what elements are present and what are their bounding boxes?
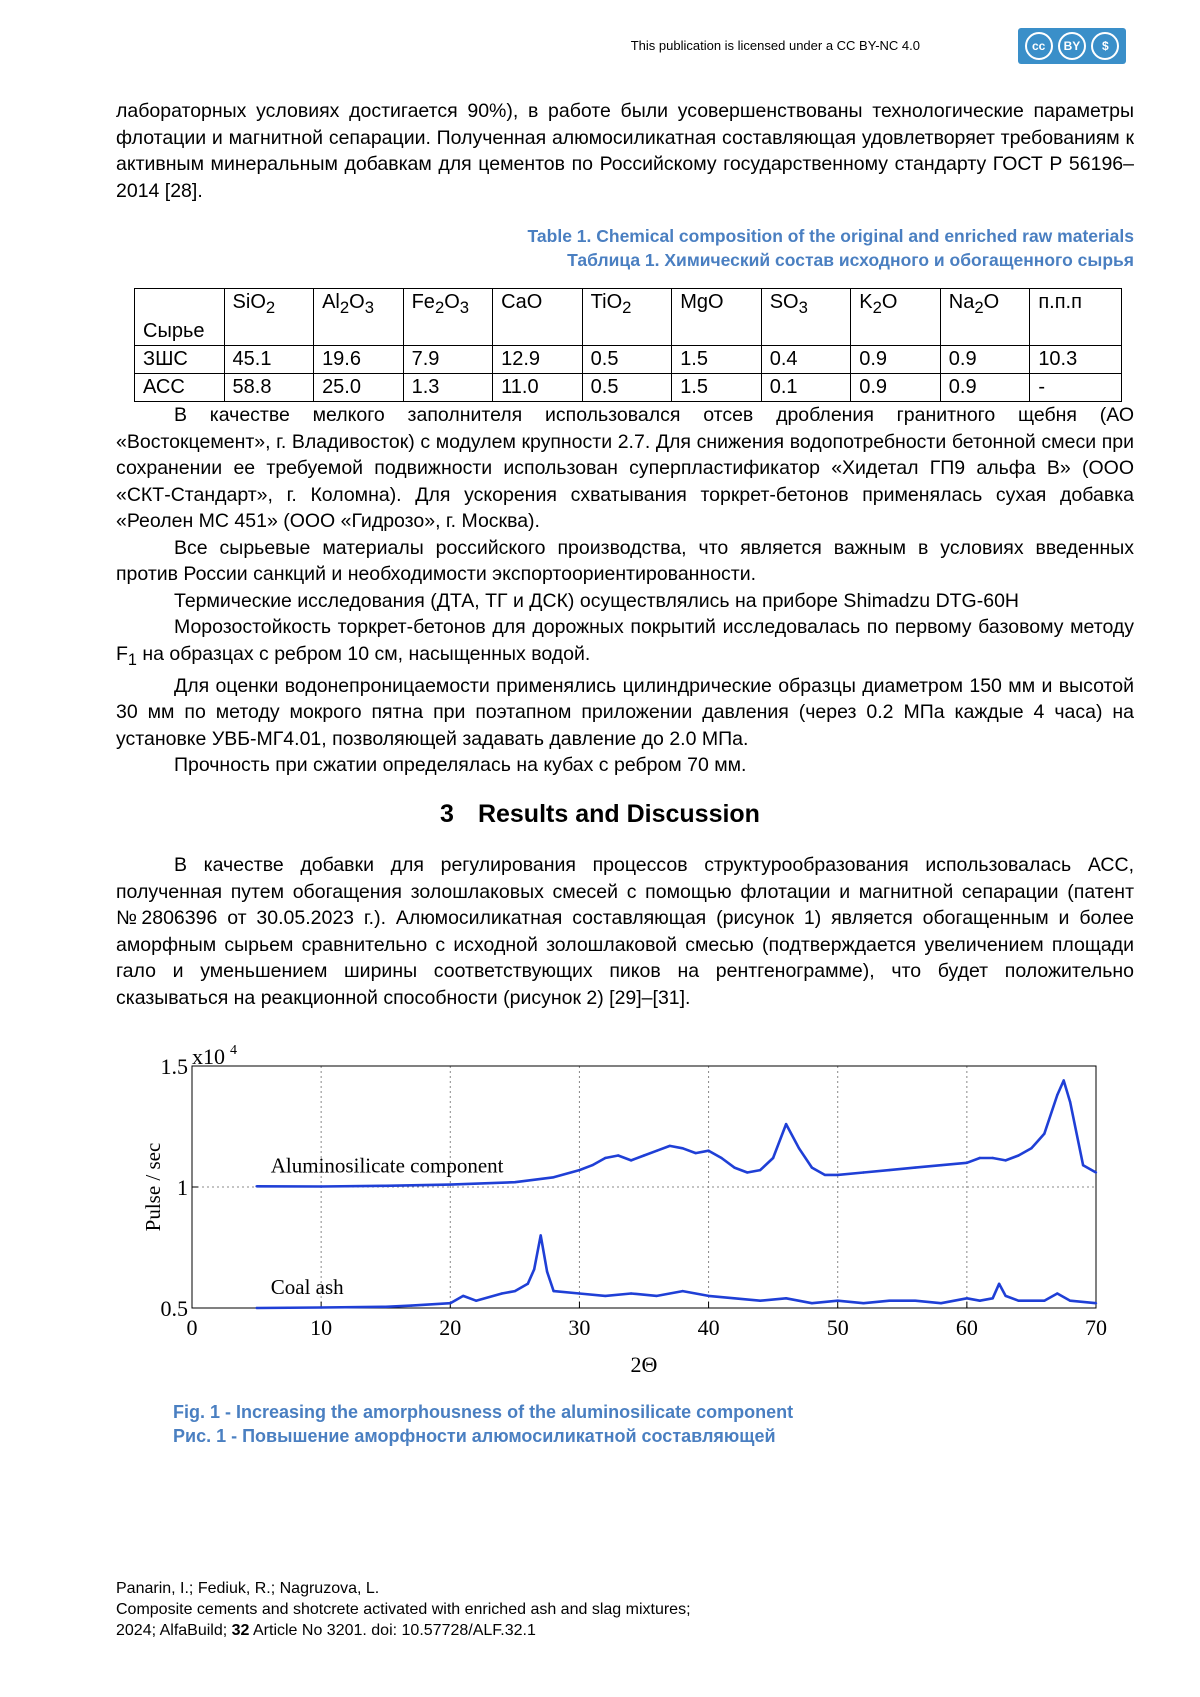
table-cell: 0.4 — [761, 346, 851, 374]
series-point — [410, 1304, 412, 1306]
chart-labels — [141, 1043, 1107, 1377]
x-tick-label: 50 — [826, 1315, 849, 1340]
footer-title: Composite cements and shotcrete activated with enriched ash and slag mixtures; — [116, 1601, 691, 1618]
y-multiplier-label: x10 — [192, 1044, 225, 1069]
series-point — [759, 1300, 761, 1302]
series-point — [1043, 1300, 1045, 1302]
table-cell: 7.9 — [403, 346, 493, 374]
table-cell: 1.5 — [672, 346, 762, 374]
series-point — [591, 1164, 593, 1166]
series-point — [707, 1150, 709, 1152]
table-cell: АСС — [135, 374, 225, 402]
figure-caption — [173, 1400, 793, 1448]
table-cell: 0.1 — [761, 374, 851, 402]
column-header: $Al_2O_3$ — [314, 289, 404, 346]
series-point — [966, 1162, 968, 1164]
column-header: $Na_2O$ — [940, 289, 1030, 346]
column-header: TiO$_2$ — [582, 289, 672, 346]
series-point — [992, 1297, 994, 1299]
table-header-row — [135, 289, 1122, 346]
chart-series — [255, 1079, 1097, 1309]
series-point — [449, 1183, 451, 1185]
series-point — [630, 1159, 632, 1161]
column-header: $Fe_2O_3$ — [403, 289, 493, 346]
series-point — [1063, 1079, 1065, 1081]
table-cell: 0.9 — [851, 346, 941, 374]
series-point — [656, 1150, 658, 1152]
series-point — [643, 1154, 645, 1156]
series-point — [552, 1176, 554, 1178]
methods-paragraph: Для оценки водонепроницаемости применялись цилиндрические образцы диаметром 150 мм и высотой 30 мм по методу мокрого пятна при поэтапном приложении давления (через 0.2 МПа каждые 4 часа) на установке УВБ-МГ4.01, позволяющей задавать давление до 2.0 МПа. — [116, 674, 1134, 750]
license-notice: This publication is licensed under a CC BY-NC 4.0 — [630, 38, 920, 53]
methods-paragraph: В качестве мелкого заполнителя использовался отсев дробления гранитного щебня (АО «Востокцемент», г. Владивосток) с модулем крупности 2.7. Для снижения водопотребности бетонной смеси при сохранении ее требуемой подвижности использован суперпластификатор «Хидетал ГП9 альфа В» (ООО «СКТ-Стандарт», г. Коломна). Для ускорения схватывания торкрет-бетонов применялась сухая добавка «Реолен МС 451» (ООО «Гидрозо», г. Москва). — [116, 404, 1134, 532]
y-tick-label: 1 — [177, 1175, 188, 1200]
table-cell: - — [1030, 374, 1122, 402]
section-number: 3 — [440, 800, 454, 828]
series-point — [527, 1283, 529, 1285]
x-tick-label: 60 — [955, 1315, 978, 1340]
cc-by-nc-badge[interactable] — [1018, 28, 1126, 64]
table-row — [135, 346, 1122, 374]
series-point — [979, 1300, 981, 1302]
cc-icon: cc — [1025, 32, 1053, 60]
intro-text: лабораторных условиях достигается 90%), в работе были усовершенствованы технологические параметры флотации и магнитной сепарации. Полученная алюмосиликатная составляющая удовлетворяет требованиям к активным минеральным добавкам для цементов по Российскому государственному стандарту ГОСТ Р 56196–2014 [28]. — [116, 100, 1134, 202]
x-tick-label: 20 — [439, 1315, 462, 1340]
table-cell: 19.6 — [314, 346, 404, 374]
table-cell: 45.1 — [224, 346, 314, 374]
series-point — [501, 1292, 503, 1294]
column-header: CaO — [493, 289, 583, 346]
series-point — [578, 1169, 580, 1171]
section-title: Results and Discussion — [477, 800, 760, 828]
table-cell: 1.3 — [403, 374, 493, 402]
x-tick-label: 70 — [1085, 1315, 1107, 1340]
series-point — [888, 1300, 890, 1302]
series-point — [1017, 1154, 1019, 1156]
series-point — [682, 1290, 684, 1292]
figure-caption-en: Fig. 1 - Increasing the amorphousness of the aluminosilicate component — [173, 1402, 794, 1422]
series-point — [979, 1157, 981, 1159]
series-label: Aluminosilicate component — [270, 1153, 504, 1178]
series-point — [540, 1234, 542, 1236]
intro-paragraph — [116, 98, 1134, 204]
results-section — [116, 852, 1134, 1011]
table-cell: 10.3 — [1030, 346, 1122, 374]
series-point — [1069, 1101, 1071, 1103]
column-header: $K_2O$ — [851, 289, 941, 346]
series-point — [1095, 1302, 1097, 1304]
series-point — [255, 1185, 257, 1187]
nc-icon: $ — [1091, 32, 1119, 60]
series-point — [746, 1171, 748, 1173]
series-point — [1082, 1164, 1084, 1166]
series-point — [914, 1166, 916, 1168]
series-point — [255, 1307, 257, 1309]
footer-reference: 2024; AlfaBuild; 32 Article No 3201. doi: 10.57728/ALF.32.1 — [116, 1622, 536, 1639]
series-point — [772, 1157, 774, 1159]
series-point — [475, 1300, 477, 1302]
series-point — [733, 1166, 735, 1168]
series-point — [462, 1295, 464, 1297]
column-header: MgO — [672, 289, 762, 346]
series-point — [320, 1306, 322, 1308]
series-point — [385, 1185, 387, 1187]
xrd-chart — [130, 1040, 1110, 1390]
series-point — [695, 1152, 697, 1154]
section-heading — [0, 800, 1200, 829]
table-cell: 0.9 — [940, 346, 1030, 374]
series-point — [992, 1157, 994, 1159]
series-point — [811, 1302, 813, 1304]
series-line-1 — [257, 1235, 1096, 1308]
table-row — [135, 374, 1122, 402]
table-caption — [528, 224, 1134, 272]
series-point — [604, 1295, 606, 1297]
series-point — [1004, 1295, 1006, 1297]
methods-paragraph: Прочность при сжатии определялась на кубах с ребром 70 мм. — [174, 754, 747, 777]
column-header: $SO_3$ — [761, 289, 851, 346]
series-point — [940, 1164, 942, 1166]
series-point — [785, 1297, 787, 1299]
y-tick-label: 0.5 — [160, 1296, 188, 1321]
series-point — [514, 1290, 516, 1292]
series-point — [798, 1147, 800, 1149]
series-point — [707, 1295, 709, 1297]
series-point — [385, 1306, 387, 1308]
series-point — [1069, 1300, 1071, 1302]
series-point — [617, 1154, 619, 1156]
figure-caption-ru: Рис. 1 - Повышение аморфности алюмосиликатной составляющей — [173, 1426, 776, 1446]
series-point — [837, 1300, 839, 1302]
series-point — [888, 1169, 890, 1171]
series-point — [837, 1174, 839, 1176]
table-cell: 0.9 — [851, 374, 941, 402]
x-tick-label: 40 — [697, 1315, 720, 1340]
table-cell: 0.5 — [582, 374, 672, 402]
series-point — [998, 1283, 1000, 1285]
footer-authors: Panarin, I.; Fediuk, R.; Nagruzova, L. — [116, 1580, 380, 1597]
series-point — [733, 1297, 735, 1299]
series-point — [1043, 1133, 1045, 1135]
table-cell: ЗШС — [135, 346, 225, 374]
x-tick-label: 0 — [186, 1315, 198, 1340]
series-point — [604, 1157, 606, 1159]
series-point — [759, 1169, 761, 1171]
chemical-composition-table — [134, 288, 1122, 402]
series-point — [682, 1147, 684, 1149]
series-point — [320, 1185, 322, 1187]
methods-paragraph: Термические исследования (ДТА, ТГ и ДСК) осуществлялись на приборе Shimadzu DTG-60H — [174, 589, 1019, 612]
x-axis-label: 2Θ — [630, 1352, 658, 1377]
series-point — [449, 1302, 451, 1304]
methods-paragraph: Морозостойкость торкрет-бетонов для дорожных покрытий исследовалась по первому базовому методу $F_1$ на образцах с ребром 10 см, насыщенных водой. — [116, 616, 1134, 669]
results-paragraph: В качестве добавки для регулирования процессов структурообразования использовалась АСС, полученная путем обогащения золошлаковых смесей с помощью флотации и магнитной сепарации (патент №2806396 от 30.05.2023 г.). Алюмосиликатная составляющая (рисунок 1) является обогащенным и более аморфным сырьем сравнительно с исходной золошлаковой смесью (подтверждается увеличением площади гало и уменьшением ширины соответствующих пиков на рентгенограмме), что будет положительно сказываться на реакционной способности (рисунок 2) [29]–[31]. — [116, 854, 1134, 1009]
series-point — [1056, 1292, 1058, 1294]
methods-paragraph: Все сырьевые материалы российского производства, что является важным в условиях введенных против России санкций и необходимости экспортоориентированности. — [116, 536, 1134, 585]
methods-section — [116, 402, 1134, 779]
series-point — [824, 1174, 826, 1176]
series-point — [546, 1271, 548, 1273]
series-point — [862, 1302, 864, 1304]
x-tick-label: 10 — [310, 1315, 333, 1340]
series-point — [533, 1268, 535, 1270]
series-point — [578, 1292, 580, 1294]
series-point — [966, 1297, 968, 1299]
series-point — [656, 1295, 658, 1297]
series-point — [552, 1290, 554, 1292]
series-point — [862, 1171, 864, 1173]
table-cell: 0.9 — [940, 374, 1030, 402]
y-tick-label: 1.5 — [160, 1054, 188, 1079]
series-point — [811, 1166, 813, 1168]
table-cell: 12.9 — [493, 346, 583, 374]
column-header: п.п.п — [1030, 289, 1122, 346]
table-cell: 25.0 — [314, 374, 404, 402]
column-header: SiO$_2$ — [224, 289, 314, 346]
series-point — [914, 1300, 916, 1302]
series-point — [1004, 1159, 1006, 1161]
series-point — [1056, 1094, 1058, 1096]
series-point — [514, 1181, 516, 1183]
x-tick-label: 30 — [568, 1315, 591, 1340]
citation-footer — [116, 1578, 691, 1641]
table-caption-ru: Таблица 1. Химический состав исходного и обогащенного сырья — [567, 250, 1134, 270]
y-axis-label: Pulse / sec — [141, 1142, 165, 1232]
series-label: Coal ash — [270, 1275, 344, 1299]
table-cell: 11.0 — [493, 374, 583, 402]
row-header-cell: Сырье — [135, 289, 225, 346]
series-point — [1030, 1147, 1032, 1149]
series-point — [1095, 1171, 1097, 1173]
series-point — [630, 1292, 632, 1294]
table-cell: 1.5 — [672, 374, 762, 402]
table-cell: 58.8 — [224, 374, 314, 402]
series-point — [785, 1123, 787, 1125]
table-caption-en: Table 1. Chemical composition of the original and enriched raw materials — [527, 226, 1134, 246]
table-cell: 0.5 — [582, 346, 672, 374]
series-point — [720, 1157, 722, 1159]
series-point — [1017, 1300, 1019, 1302]
y-multiplier-exponent: 4 — [230, 1043, 237, 1058]
series-point — [669, 1145, 671, 1147]
series-point — [940, 1302, 942, 1304]
by-icon: BY — [1058, 32, 1086, 60]
